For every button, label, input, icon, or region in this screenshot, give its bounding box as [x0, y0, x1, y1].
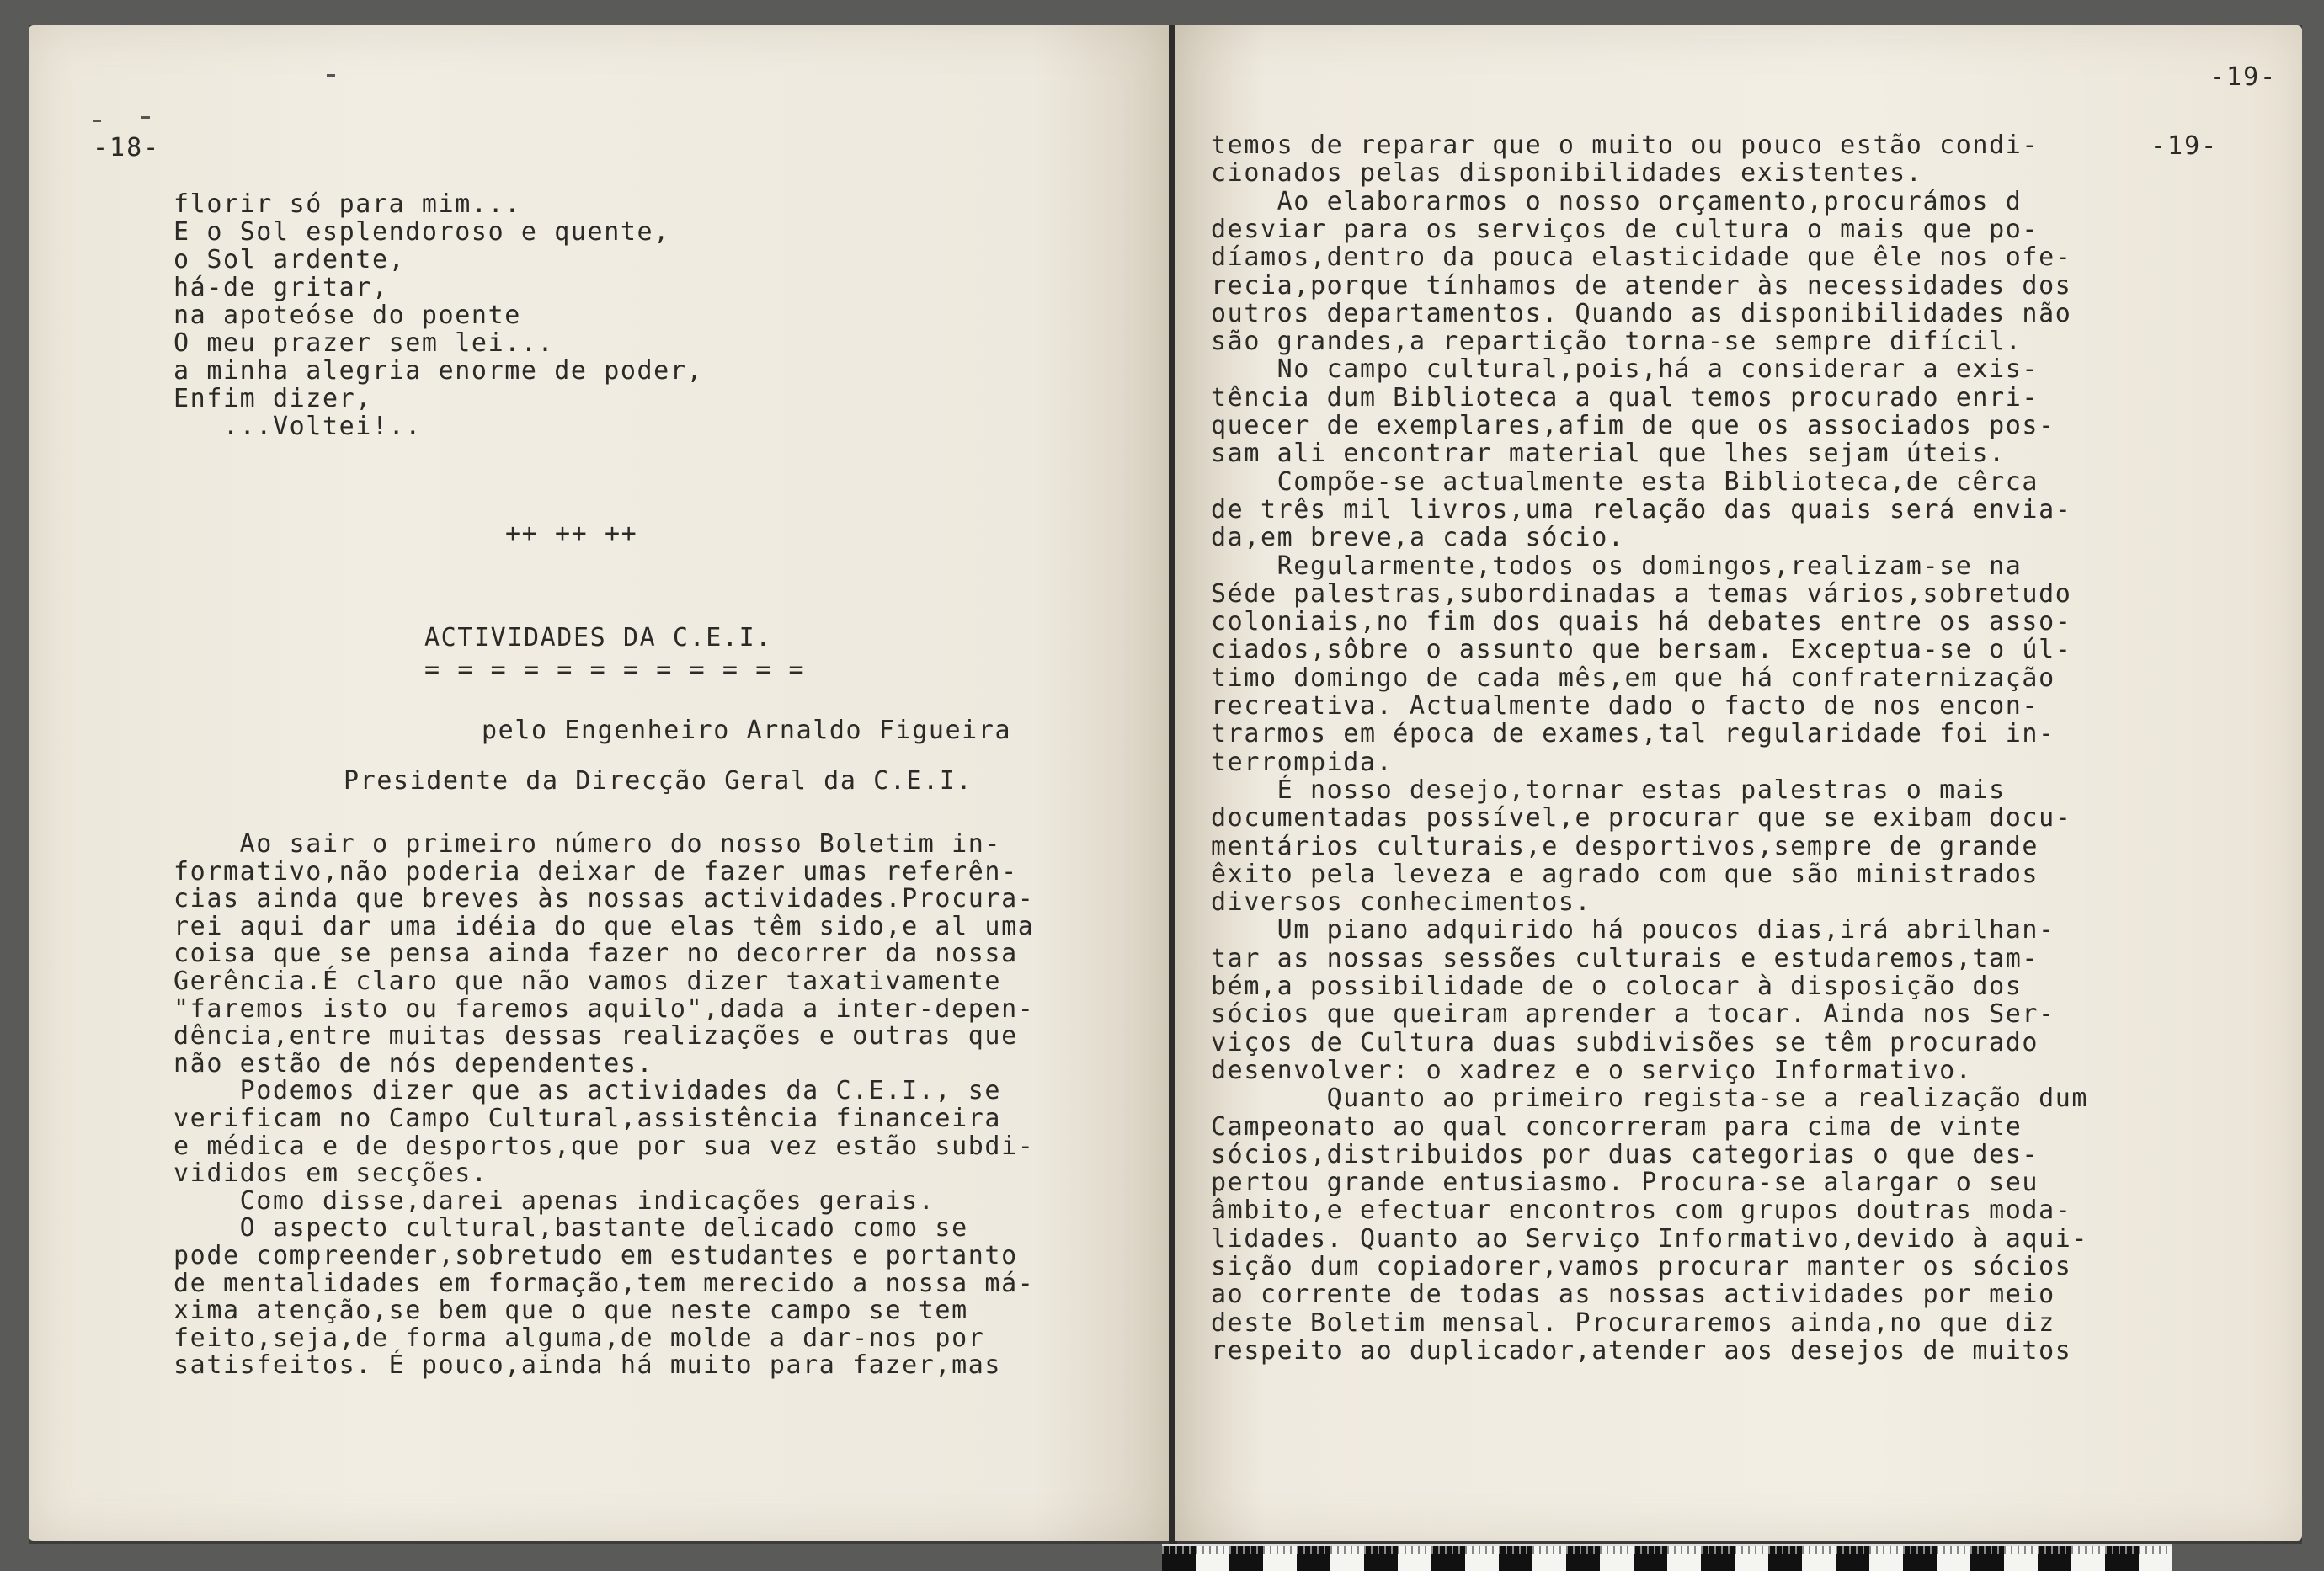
- body-line: díamos,dentro da pouca elasticidade que êle nos ofe-: [1211, 242, 2072, 273]
- margin-mark: [93, 120, 101, 122]
- body-line: mentários culturais,e desportivos,sempre de grande: [1211, 831, 2039, 861]
- body-line: Gerência.É claro que não vamos dizer taxativamente: [173, 967, 1002, 996]
- body-line: cionados pelas disponibilidades existentes.: [1211, 158, 1923, 189]
- body-line: viços de Cultura duas subdivisões se têm procurado: [1211, 1027, 2039, 1057]
- body-line: sam ali encontrar material que lhes sejam úteis.: [1211, 439, 2006, 469]
- body-line: pode compreender,sobretudo em estudantes e portanto: [173, 1241, 1018, 1270]
- body-line: xima atenção,se bem que o que neste campo se tem: [173, 1296, 968, 1326]
- body-line: É nosso desejo,tornar estas palestras o mais: [1211, 775, 2006, 805]
- body-line: Um piano adquirido há poucos dias,irá abrilhan-: [1211, 915, 2055, 945]
- body-line: timo domingo de cada mês,em que há confraternização: [1211, 663, 2055, 693]
- body-line: sição dum copiadorer,vamos procurar manter os sócios: [1211, 1252, 2072, 1281]
- margin-mark: [327, 74, 335, 77]
- body-line: recia,porque tínhamos de atender às necessidades dos: [1211, 270, 2072, 301]
- right-page: [1175, 25, 2302, 1541]
- body-line: Campeonato ao qual concorreram para cima de vinte: [1211, 1111, 2023, 1142]
- body-line: rei aqui dar uma idéia do que elas têm sido,e al uma: [173, 911, 1035, 941]
- poem-line: ...Voltei!..: [173, 412, 422, 441]
- body-line: sócios,distribuidos por duas categorias o que des-: [1211, 1139, 2039, 1169]
- body-line: êxito pela leveza e agrado com que são ministrados: [1211, 859, 2039, 889]
- body-line: outros departamentos. Quando as disponibilidades não: [1211, 298, 2072, 328]
- poem-line: na apoteóse do poente: [173, 301, 521, 330]
- body-line: coloniais,no fim dos quais há debates entre os asso-: [1211, 607, 2072, 637]
- body-line: desviar para os serviços de cultura o mais que po-: [1211, 214, 2039, 244]
- body-line: são grandes,a repartição torna-se sempre difícil.: [1211, 327, 2023, 357]
- byline: pelo Engenheiro Arnaldo Figueira: [482, 716, 1012, 745]
- page-number-right-inline: -19-: [2151, 131, 2219, 161]
- body-line: formativo,não poderia deixar de fazer umas referên-: [173, 856, 1018, 887]
- body-line: quecer de exemplares,afim de que os associados pos-: [1211, 411, 2055, 440]
- body-line: desenvolver: o xadrez e o serviço Informativo.: [1211, 1055, 1973, 1085]
- body-line: âmbito,e efectuar encontros com grupos doutras moda-: [1211, 1196, 2072, 1226]
- body-line: satisfeitos. É pouco,ainda há muito para fazer,mas: [173, 1350, 1002, 1381]
- poem-line: a minha alegria enorme de poder,: [173, 356, 704, 386]
- body-line: Compõe-se actualmente esta Biblioteca,de cêrca: [1211, 466, 2039, 497]
- body-line: pertou grande entusiasmo. Procura-se alargar o seu: [1211, 1168, 2039, 1198]
- body-line: tar as nossas sessões culturais e estudaremos,tam-: [1211, 943, 2039, 973]
- body-line: sócios que queiram aprender a tocar. Ainda nos Ser-: [1211, 999, 2055, 1030]
- body-line: cias ainda que breves às nossas actividades.Procura-: [173, 884, 1035, 914]
- body-line: bém,a possibilidade de o colocar à disposição dos: [1211, 972, 2023, 1001]
- poem-line: há-de gritar,: [173, 273, 389, 302]
- byline-role: Presidente da Direcção Geral da C.E.I.: [344, 766, 973, 796]
- page-number-right-top: -19-: [2209, 62, 2278, 92]
- body-line: "faremos isto ou faremos aquilo",dada a inter-depen-: [173, 993, 1035, 1024]
- margin-mark: [141, 116, 150, 119]
- page-number-left: -18-: [93, 133, 161, 162]
- scale-ruler: [1162, 1544, 2172, 1571]
- body-line: ao corrente de todas as nossas actividades por meio: [1211, 1280, 2055, 1310]
- article-title: ACTIVIDADES DA C.E.I.: [424, 623, 772, 652]
- body-line: terrompida.: [1211, 747, 1394, 777]
- body-line: Ao sair o primeiro número do nosso Boletim in-: [173, 829, 1002, 859]
- body-line: trarmos em época de exames,tal regularidade foi in-: [1211, 719, 2055, 749]
- body-line: coisa que se pensa ainda fazer no decorrer da nossa: [173, 939, 1018, 969]
- body-line: vididos em secções.: [173, 1158, 488, 1189]
- body-line: dência,entre muitas dessas realizações e outras que: [173, 1021, 1018, 1052]
- body-line: Ao elaborarmos o nosso orçamento,procurámos d: [1211, 186, 2023, 216]
- poem-line: Enfim dizer,: [173, 384, 372, 413]
- book-spread: [29, 25, 2302, 1544]
- left-page: [29, 25, 1170, 1541]
- body-line: verificam no Campo Cultural,assistência financeira: [173, 1104, 1002, 1133]
- poem-line: E o Sol esplendoroso e quente,: [173, 217, 670, 247]
- body-line: temos de reparar que o muito ou pouco estão condi-: [1211, 130, 2039, 160]
- title-underline: = = = = = = = = = = = =: [424, 655, 806, 684]
- poem-line: o Sol ardente,: [173, 245, 406, 274]
- body-line: respeito ao duplicador,atender aos desejos de muitos: [1211, 1335, 2072, 1366]
- body-line: documentadas possível,e procurar que se exibam docu-: [1211, 803, 2072, 833]
- body-line: ciados,sôbre o assunto que bersam. Exceptua-se o úl-: [1211, 635, 2072, 665]
- body-line: O aspecto cultural,bastante delicado como se: [173, 1213, 968, 1243]
- body-line: deste Boletim mensal. Procuraremos ainda,no que diz: [1211, 1307, 2055, 1338]
- poem-line: O meu prazer sem lei...: [173, 328, 555, 358]
- body-line: No campo cultural,pois,há a considerar a exis-: [1211, 354, 2039, 385]
- body-line: não estão de nós dependentes.: [173, 1048, 654, 1078]
- body-line: lidades. Quanto ao Serviço Informativo,devido à aqui-: [1211, 1223, 2089, 1254]
- body-line: Séde palestras,subordinadas a temas vários,sobretudo: [1211, 578, 2072, 609]
- body-line: Regularmente,todos os domingos,realizam-se na: [1211, 551, 2023, 581]
- body-line: de mentalidades em formação,tem merecido a nossa má-: [173, 1268, 1035, 1298]
- poem-line: florir só para mim...: [173, 189, 521, 219]
- body-line: de três mil livros,uma relação das quais será envia-: [1211, 494, 2072, 525]
- body-line: recreativa. Actualmente dado o facto de nos encon-: [1211, 691, 2039, 721]
- body-line: da,em breve,a cada sócio.: [1211, 523, 1625, 553]
- section-separator: ++ ++ ++: [505, 519, 638, 548]
- body-line: e médica e de desportos,que por sua vez estão subdi-: [173, 1131, 1035, 1161]
- body-line: feito,seja,de forma alguma,de molde a dar-nos por: [173, 1323, 985, 1353]
- body-line: tência dum Biblioteca a qual temos procurado enri-: [1211, 382, 2039, 413]
- body-line: diversos conhecimentos.: [1211, 887, 1592, 918]
- body-line: Quanto ao primeiro regista-se a realização dum: [1211, 1084, 2089, 1114]
- body-line: Como disse,darei apenas indicações gerais.: [173, 1185, 935, 1216]
- body-line: Podemos dizer que as actividades da C.E.I., se: [173, 1076, 1002, 1106]
